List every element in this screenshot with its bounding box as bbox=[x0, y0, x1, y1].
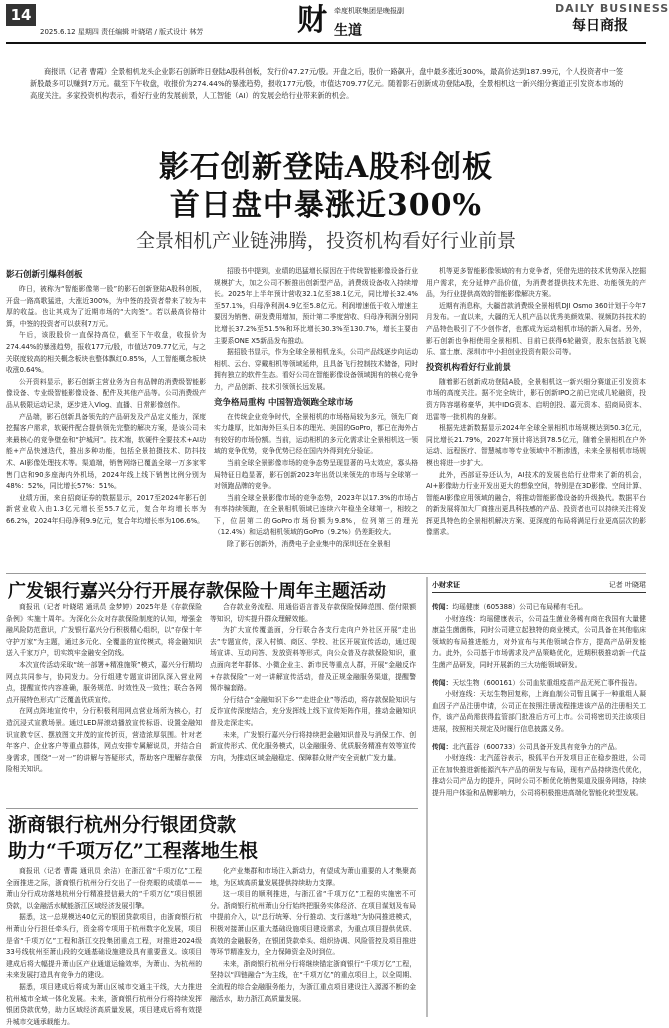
filing-item-text: 均瑶健康（605388）公司已布局稀有毛孔。 bbox=[452, 603, 588, 611]
feature-headline-line1: 影石创新登陆A股科创板 bbox=[158, 150, 494, 185]
filing-item bbox=[432, 614, 646, 672]
feature-paragraph: 昨日，被称为“智能影像第一股”的影石创新登陆A股科创板，开盘一路高歌猛进，大涨近300%，为中签的投资者带来了较为丰厚的收益。也让其成为了近期市场的“大肉签”。若以最高价格计算，中签的投资者可以获利7万元。 bbox=[6, 285, 206, 328]
filing-item bbox=[432, 742, 646, 754]
filing-item-text: 小财连线：天坛生物回复称，上海血制公司暂且属于一种重组人凝血因子产品注册申请，公司正在按照注册流程推进该产品的注册相关工作，该产品尚需获得监管部门批准后方可上市。公司将密切关注该项目进展，按照相关规定及时履行信息披露义务。 bbox=[432, 690, 646, 733]
filing-item bbox=[432, 753, 646, 799]
filing-item-text: 小财连线：北汽蓝谷表示，极狐平台开发项目正在稳步推进，公司正在加快推进新能源汽车产品的研发与布局，现有产品持续迭代优化，推动公司产品力的提升，同时公司不断优化销售渠道及服务网络，持续提升用户体验和品牌影响力，公司将积极推进高端化智能化转型发展。 bbox=[432, 754, 646, 797]
filing-item-text: 小财连线：均瑶健康表示，公司益生菌业务稀有商在我国有大量健康益生菌菌株，同时公司建立起独特的商业模式，公司具备在其他临床领域的布局推进能力，对外宣布与其他领域合作方，提高产品研发能力。此外，公司基于市场需求及产品策略优化，近期积极推动新一代益生菌产品研发，同时开展新的三大功能领域研发。 bbox=[432, 614, 646, 669]
lead-paragraph: 商报讯（记者 曹霞）全景相机龙头企业影石创新昨日登陆A股科创板，发行价47.27元/股。开盘之后，股价一路飙升，盘中最多涨近300%，最高价达到187.99元，个人投资者中一签新股最多可以赚到7万元。截至下午收盘，收报价为274.44%的暴涨趋势，报收177元/股，市值达709.77亿元。随着影石创新成功登陆A股，全景相机这一新兴细分赛道正引发资本市场的高度关注。多家投资机构表示，看好行业的发展前景，人工智能（AI）的发展会给行业带来新的机会。 bbox=[30, 67, 624, 100]
feature-paragraph: 近期有消息称，大疆首款消费级全景相机DJI Osmo 360计划于今年7月发布。一直以来，大疆的无人机产品以优秀美颜效果、视频防抖技术的产品特色吸引了不少创作者，也都成为运动相机市场的新入局者。另外，影石创新也争相使用全景相机、目前已获得6轮融资，股东包括浪飞娱乐、富士康、深圳市中小担创业投资有限公司等。 bbox=[426, 301, 646, 357]
filing-item-label: 传闻： bbox=[432, 603, 453, 611]
bank2-paragraph: 这一项目的顺利推进，与浙江省“千项万亿”工程的实施密不可分。浙商银行杭州萧山分行始终把服务实体经济、在项目谋划及布局中提前介入，以“总行统筹、分行推动、支行落地”为协同推进模式，积极对接萧山区重大基础设施项目建设需求，为重点项目提供优质、高效的金融服务，在银团贷款牵头、组织协调、风险管控及项目推进等环节精准发力，全力保障资金及时到位。 bbox=[210, 890, 416, 957]
bank2-paragraph: 化产业集群和市场注入新动力，有望成为萧山重要的人才集聚高地，为区域高质量发展提供持续助力支撑。 bbox=[210, 867, 416, 887]
bank1-paragraph: 本次宣传活动采取“统一部署+精准施策”模式，嘉兴分行精均网点共同参与，协同发力。分行组建专题宣讲团队深入营业网点，提醒宣传内容准确，服务规范、时效性及一致性；联合各网点开展特色形式广泛覆盖优质宣传。 bbox=[6, 660, 202, 704]
bank2-column-2 bbox=[210, 866, 416, 1018]
feature-column-1 bbox=[6, 266, 206, 570]
bank2-headline bbox=[8, 812, 308, 864]
feature-paragraph: 此外，西部证券还认为，AI技术的发展也给行业带来了新的机会，AI+影像助力行业开发出更大的想象空间，特别是在3D影像、空间计算、智能AI影像应用领域的融合，将推动智能影像设备的升级换代。数据平台的新发展将加大厂商推出更具科技感的产品、投资者也可以持续关注将发挥更具特色的全景相机解决方案、更深度的布局将满足行业更高层次的影像需求。 bbox=[426, 470, 646, 537]
bank2-paragraph: 商报讯（记者 曹霞 通讯员 余洁）在浙江省“千项万亿”工程全面推进之际，浙商银行杭州分行交出了一份亮眼的成绩单——萧山分行成功落地杭州分行精准授信最大的“千项万亿”项目银团贷款，以金融活水赋能浙江区域经济发展引擎。 bbox=[6, 867, 202, 910]
feature-paragraph: 根据先进新数据显示2024年全球全景相机市场规模达到50.3亿元，同比增长21.79%，2027年预计将达到78.5亿元，随着全景相机在户外运动、远程医疗、智慧城市等专业领域中不断渗透，未来全景相机市场规模也将进一步扩大。 bbox=[426, 424, 646, 467]
feature-paragraph: 产品端，影石创新具备领先的产品研发及产品定义能力，深度挖掘客户需求，软硬件配合提供领先完整的解决方案，是该公司未来最核心的竞争壁垒和“护城河”。技术端，软硬件全要技术+AI功能+产品快速迭代，推出多种功能，包括全景拍摄技术、防抖技术、AI影像处理技术等。渠道端，销售网络已覆盖全球一万多家零售门店和90多座海内外机场，2024年线上线下销售比例分别为48%：52%，同比增长57%：51%。 bbox=[6, 412, 206, 491]
bank1-paragraph: 未来，广发银行嘉兴分行将持续把金融知识普及与消保工作、创新宣传形式、优化服务模式，以金融服务、优质服务精准有效等宣传方向，为推动区域金融稳定、保障群众财产安全贡献广发力量。 bbox=[210, 730, 416, 762]
bank1-paragraph: 合存款业务流程、用通俗语言普及存款保险保障范围、偿付限额等知识，切实提升群众理解效能。 bbox=[210, 603, 416, 623]
feature-column-2-heading: 竞争格局重构 中国智造领跑全球市场 bbox=[214, 397, 353, 408]
feature-column-3 bbox=[426, 266, 646, 570]
filings-body bbox=[432, 598, 646, 1018]
bank1-column-2 bbox=[210, 602, 416, 804]
feature-paragraph: 机等更多智能影像领域的有力竞争者，凭借先进的技术优势深入挖掘用户需求，充分延伸产品价值，为消费者提供技术先进、功能领先的产品，为行业提供高效的智能影像解决方案。 bbox=[426, 267, 646, 299]
column-divider bbox=[426, 577, 428, 1017]
feature-paragraph: 当前全球全景影像市场的竞争态势，2023年以17.3%的市场占有率持续领跑，在全景相机领域已连续六年稳坐全球第一，相较之下，位居第二的GoPro市场份额为9.8%，位列第三的理光（12.4%）和运动相机领域的GoPro（9.2%）仍差距较大。 bbox=[214, 493, 418, 537]
bank2-paragraph: 据悉，这一总规模达40亿元的银团贷款项目，由浙商银行杭州萧山分行担任牵头行，资金将专项用于杭州数字化发展，项目是省“千项万亿”工程和浙江交投集团重点工程，对推进2024级33号线杭州至萧山段的交通基础设施建设具有重要意义。该项目建成后将大幅提升萧山区产业通道运输效率，为萧山、为杭州的未来发展打造具有竞争力的建设。 bbox=[6, 913, 202, 980]
section-divider bbox=[6, 573, 646, 574]
bank1-paragraph: 商报讯（记者 叶晓珺 通讯员 金梦婷）2025年是《存款保险条例》实施十周年。为深化公众对存款保险制度的认知，增强金融风险防范意识，广发银行嘉兴分行积极精心组织，以“存保十年 守护万家”为主题，通过多元化、全覆盖的宣传模式，将金融知识送入千家万户，切实筑牢金融安全防线。 bbox=[6, 603, 202, 658]
bank1-paragraph: 为扩大宣传覆盖面，分行联合各支行走向户外社区开展“走出去”专题宣传，深入村镇、商区、学校、社区开展宣传活动，通过现场宣讲、互动问答、发放资料等形式，向公众普及存款保险知识，重点面向老年群体、小微企业主、新市民等重点人群，开展“金融反诈+存款保险”一对一讲解宣传活动，普及正规金融服务渠道，提醒警惕诈骗套路。 bbox=[210, 626, 416, 693]
bank2-headline-line1: 浙商银行杭州分行银团贷款 bbox=[8, 814, 237, 836]
feature-paragraph: 招股书中提到，业绩的迅猛增长原因在于传统智能影像设备行业规模扩大，加之公司不断推出创新型产品，消费级设备收入持续增长。2025年上半年预计营收32.1亿至38.1亿元，同比增长32.4%至57.1%，归母净利润4.9亿至5.8亿元。利润增速低于收入增速主要因为销售、研发费用增加，预计第二季度营收、归母净利润分别同比增长37.2%至51.5%和环比增长30.3%至130.7%，增长主要由主要系ONE X5新品发布推动。 bbox=[214, 267, 418, 345]
bank2-column-1 bbox=[6, 866, 202, 1026]
feature-paragraph: 午后，该股股价一直保持高位，截至下午收盘，收报价为274.44%的暴涨趋势，报收177元/股，市值达709.77亿元，与之关联度较高的相关概念板块也整体飘红0.85%，人工智能概念板块收涨0.64%。 bbox=[6, 331, 206, 375]
filing-item-text: 北汽蓝谷（600733）公司具备开发具有竞争力的产品。 bbox=[452, 742, 622, 751]
page-number: 14 bbox=[6, 4, 36, 26]
strapline: 牵度机联集团是晚报副 bbox=[334, 7, 404, 15]
feature-paragraph: 据招股书显示，作为全球全景相机龙头，公司产品线逐步向运动相机、云台、穿戴相机等领域延伸，且具备飞行控制技术储备，同时拥有独立的软件生态。看好公司在智能影像设备领域拥有的核心竞争力，产品创新、技术引领领长远发展。 bbox=[214, 348, 418, 391]
filing-item-label: 传闻： bbox=[432, 742, 453, 751]
bank1-paragraph: 在网点阵地宣传中，分行积极利用网点营业场所为核心，打造沉浸式宣教场景。通过LED屏滚动播放宣传标语、设置金融知识宣教专区、摆放图文并茂的宣传折页，营造浓厚氛围。针对老年客户、企业客户等重点群体，网点安排专属解说员，并结合自身需求，围绕“一对一”的讲解与答疑形式，帮助客户理解存款保险相关知识。 bbox=[6, 707, 202, 774]
bank2-paragraph: 未来，浙商银行杭州分行将继续锚定浙商银行“千项万亿”工程，坚持以“四链融合”为主线，在“千项万亿”的重点项目上，以全周期、全流程的综合金融服务能力，为浙江重点项目建设注入源源不断的金融活水，助力浙江高质量发展。 bbox=[210, 959, 416, 1003]
feature-paragraph: 在传统企业竞争时代，全景相机的市场格局较为多元，领先厂商实力雄厚，比如海外巨头日本的理光、美国的GoPro，都已在海外占有较好的市场份额。当前，运动相机的多元化需求让全景相机这一领域的竞争优势，竞争优势已经在国内外得到充分验证。 bbox=[214, 412, 418, 456]
filing-item bbox=[432, 678, 646, 690]
filings-header bbox=[432, 578, 646, 593]
feature-column-3-heading: 投资机构看好行业前景 bbox=[426, 362, 512, 373]
feature-paragraph: 随着影石创新成功登陆A股，全景相机这一新兴细分赛道正引发资本市场的高度关注。据不完全统计，影石创新IPO之前已完成几轮融资，投资方阵容堪称豪华，其中IDG资本、启明创投、嘉元资本、招商局资本、迅雷等一批机构的身影。 bbox=[426, 377, 646, 421]
feature-paragraph: 当前全球全景影像市场的竞争态势呈现显著的马太效应，寡头格局特征日趋显著，影石创新2023年出货以来领先的市场与全球第一对领跑品牌的竞争。 bbox=[214, 458, 418, 491]
section-logo: 财 bbox=[297, 3, 327, 38]
paper-name-cn: 每日商报 bbox=[572, 18, 628, 34]
filing-item bbox=[432, 602, 646, 614]
section-name: 生道 bbox=[334, 23, 362, 39]
paper-name-en: DAILY BUSINESS bbox=[555, 2, 669, 15]
feature-subtitle: 全景相机产业链沸腾，投资机构看好行业前景 bbox=[135, 230, 516, 252]
feature-paragraph: 除了影石创新外，消费电子企业集中的深圳还在全景相 bbox=[227, 540, 391, 549]
filings-section-label: 小财求证 bbox=[432, 581, 460, 589]
bank1-column-1 bbox=[6, 602, 202, 804]
filing-item-text: 天坛生物（600161）公司血浆重组疫苗产品无死亡事件报告。 bbox=[452, 678, 642, 687]
section-divider bbox=[6, 808, 418, 809]
filing-item-label: 传闻： bbox=[432, 678, 453, 687]
bank1-paragraph: 分行结合“金融知识下乡”“走进企业”等活动，将存款保险知识与反诈宣传深度结合，充分发挥线上线下宣传矩阵作用，推动金融知识普及走深走实。 bbox=[210, 695, 416, 727]
feature-column-1-heading: 影石创新引爆科创板 bbox=[6, 270, 83, 280]
feature-column-2 bbox=[214, 266, 418, 570]
bank2-headline-line2: 助力“千项万亿”工程落地生根 bbox=[8, 840, 258, 862]
feature-paragraph: 公开资料显示，影石创新主营业务为自有品牌的消费级智能影像设备、专业级智能影像设备、配件及其他产品等。公司消费级产品从极限运动记录，逐步进入Vlog、直播、日常影像创作。 bbox=[6, 377, 206, 409]
feature-paragraph: 业绩方面，来自招商证券的数据显示，2017至2024年影石创新营业收入由1.3亿元增长至55.7亿元，复合年均增长率为66.2%，2024年归母净利9.9亿元，复合年均增长率为106.6%。 bbox=[6, 493, 206, 525]
header-rule bbox=[6, 42, 646, 44]
feature-headline-line2: 首日盘中暴涨近300% bbox=[169, 188, 483, 223]
bank2-paragraph: 据悉，项目建成后将成为萧山区城市交通主干线，大力推进杭州城市全域一体化发展。未来，浙商银行杭州分行将持续发挥银团贷款优势，助力区域经济高质量发展，项目建成后将有效提升城市交通承载能力。 bbox=[6, 982, 202, 1026]
date-line: 2025.6.12 星期四 责任编辑 叶晓珺 / 版式设计 林芳 bbox=[40, 28, 204, 36]
filings-reporter: 记者 叶晓珺 bbox=[608, 581, 646, 589]
filing-item bbox=[432, 689, 646, 735]
bank1-headline: 广发银行嘉兴分行开展存款保险十周年主题活动 bbox=[8, 581, 386, 602]
